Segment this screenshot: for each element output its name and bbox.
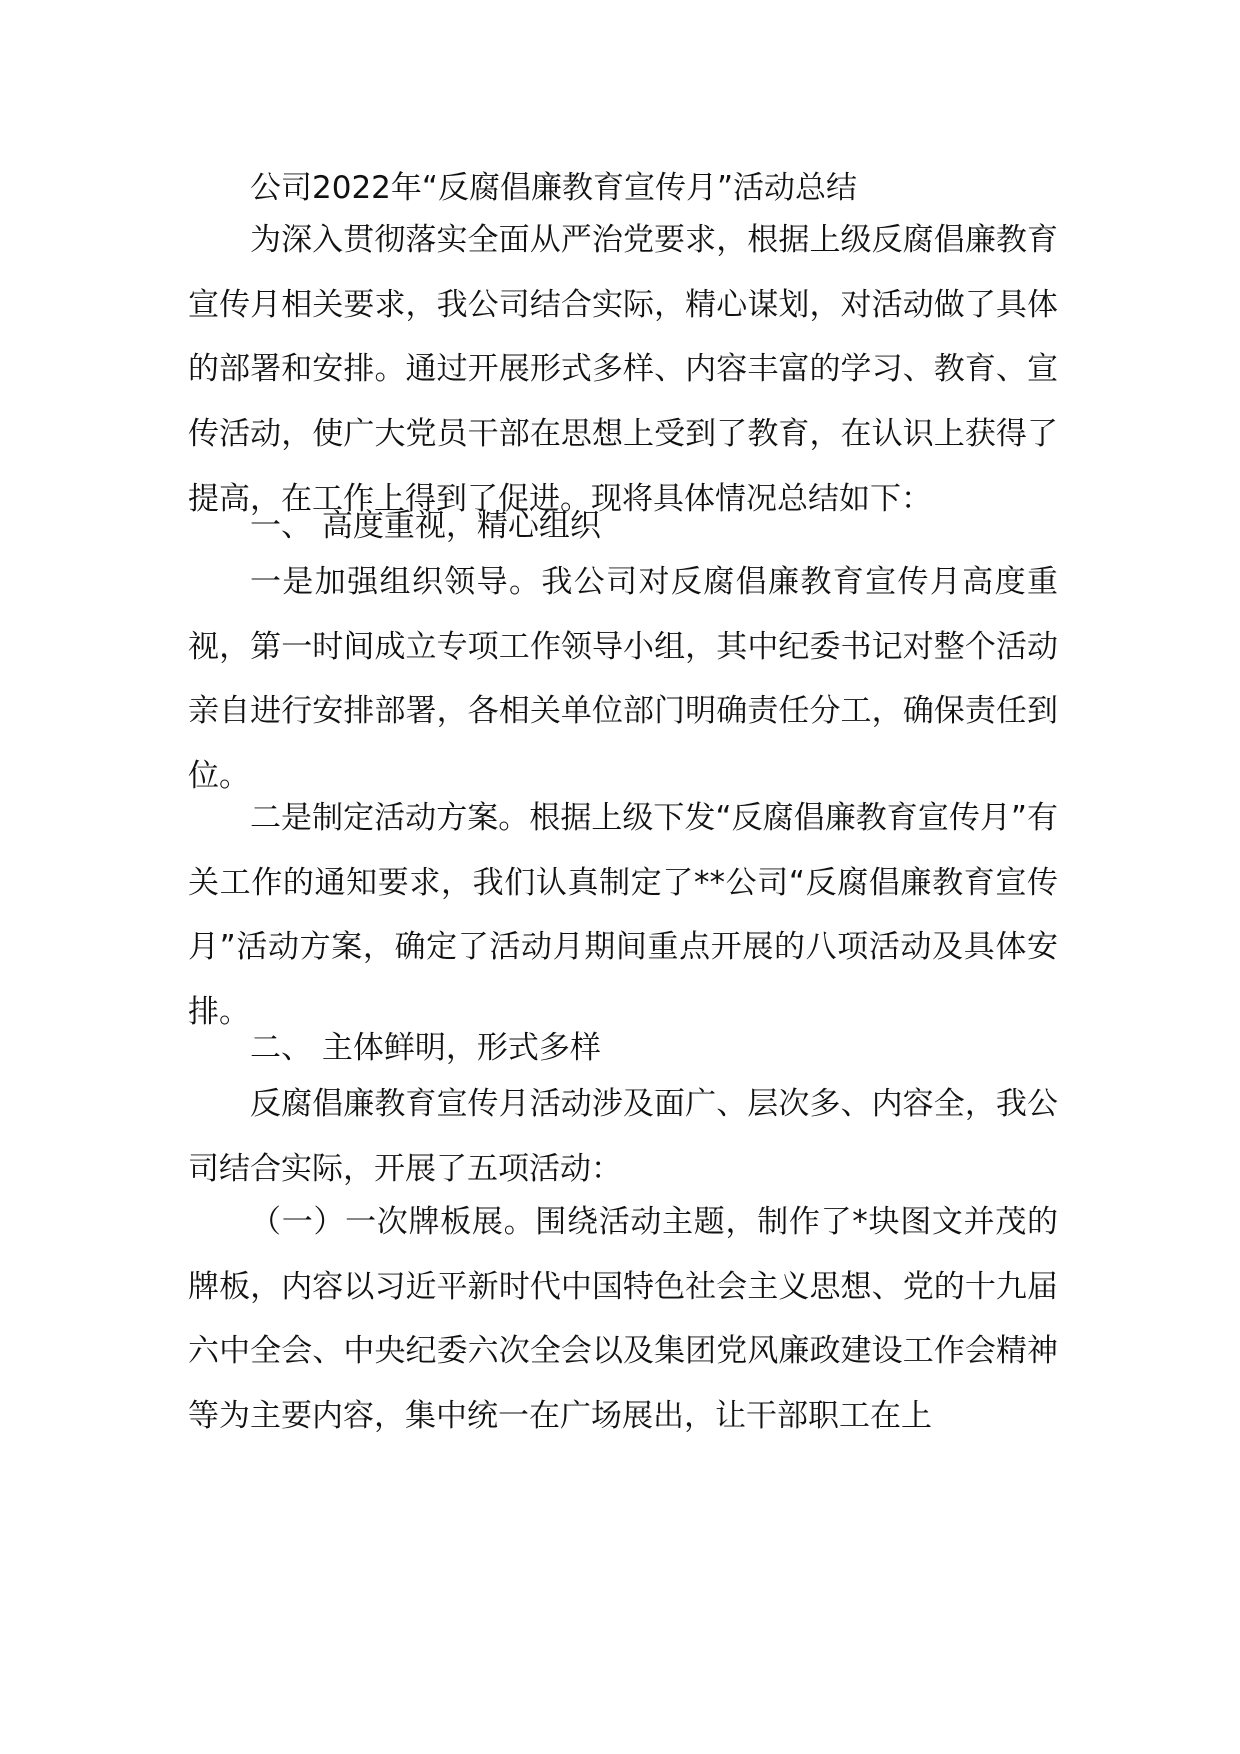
- document-title: 公司2022年“反腐倡廉教育宣传月”活动总结: [250, 170, 858, 206]
- section2-paragraph-2: （一）一次牌板展。围绕活动主题，制作了*块图文并茂的牌板，内容以习近平新时代中国特色社会主义思想、党的十九届六中全会、中央纪委六次全会以及集团党风廉政建设工作会精神等为主要内容，集中统一在广场展出，让干部职工在上: [188, 1204, 1058, 1435]
- section2-paragraph-1: 反腐倡廉教育宣传月活动涉及面广、层次多、内容全，我公司结合实际，开展了五项活动：: [188, 1086, 1058, 1187]
- intro-paragraph: 为深入贯彻落实全面从严治党要求，根据上级反腐倡廉教育宣传月相关要求，我公司结合实际，精心谋划，对活动做了具体的部署和安排。通过开展形式多样、内容丰富的学习、教育、宣传活动，使广大党员干部在思想上受到了教育，在认识上获得了提高，在工作上得到了促进。现将具体情况总结如下：: [188, 222, 1058, 517]
- section1-paragraph-1: 一是加强组织领导。我公司对反腐倡廉教育宣传月高度重视，第一时间成立专项工作领导小组，其中纪委书记对整个活动亲自进行安排部署，各相关单位部门明确责任分工，确保责任到位。: [188, 564, 1058, 795]
- section1-paragraph-2: 二是制定活动方案。根据上级下发“反腐倡廉教育宣传月”有关工作的通知要求，我们认真制定了**公司“反腐倡廉教育宣传月”活动方案，确定了活动月期间重点开展的八项活动及具体安排。: [188, 800, 1058, 1031]
- section-heading-2: 二、 主体鲜明，形式多样: [250, 1030, 601, 1066]
- section-heading-1: 一、 高度重视，精心组织: [250, 508, 601, 544]
